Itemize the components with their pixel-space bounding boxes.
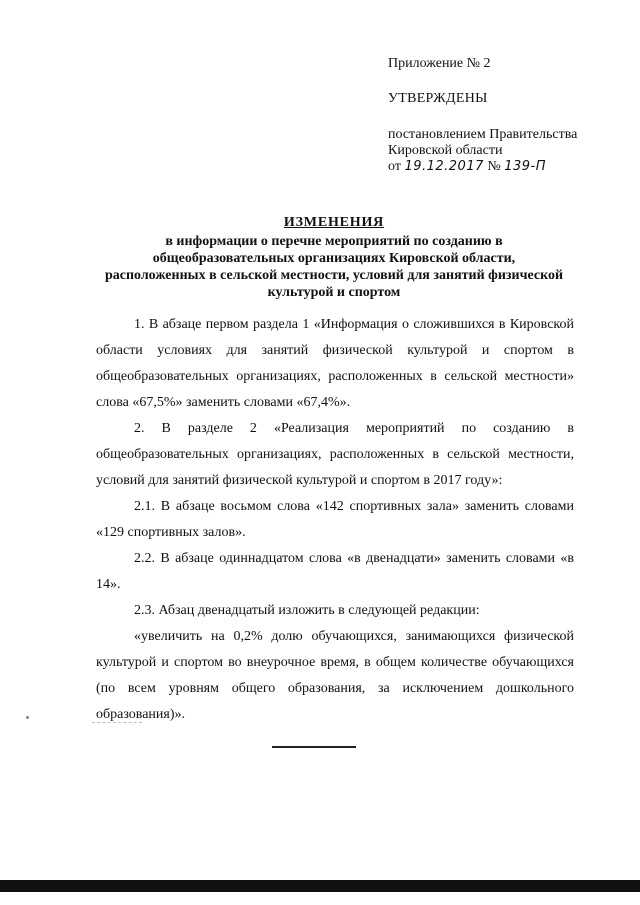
paragraph-1: 1. В абзаце первом раздела 1 «Информация о сложившихся в Кировской области условиях для занятий физической культурой и спортом в общеобразовательных организациях, расположенных в сельской местности» слова «67,5%» заменить словами «67,4%». (96, 317, 574, 410)
title-line-2: общеобразовательных организациях Кировской области, (152, 251, 516, 266)
title-line-3: расположенных в сельской местности, условий для занятий физической (104, 268, 564, 283)
paragraph-2-2: 2.2. В абзаце одиннадцатом слова «в двенадцати» заменить словами «в 14». (96, 551, 574, 592)
document-title-block (90, 214, 578, 301)
end-divider-line (272, 746, 356, 748)
handwritten-number: 139-П (504, 159, 547, 174)
approval-block (388, 56, 628, 175)
number-prefix: № (487, 159, 501, 174)
title-line-1: в информации о перечне мероприятий по созданию в (165, 234, 503, 249)
title-line-4: культурой и спортом (267, 285, 401, 300)
paragraph-2: 2. В разделе 2 «Реализация мероприятий по созданию в общеобразовательных организациях, расположенных в сельской местности, условий для занятий физической культурой и спортом в 2017 году»: (96, 421, 574, 488)
document-body (96, 312, 574, 728)
appendix-number: Приложение № 2 (388, 56, 491, 71)
paragraph-quote: «увеличить на 0,2% долю обучающихся, занимающихся физической культурой и спортом во внеурочное время, в общем количестве обучающихся (по всем уровням общего образования, за исключением дошкольного образования)». (96, 629, 574, 722)
approved-heading: УТВЕРЖДЕНЫ (388, 91, 488, 106)
paragraph-2-3: 2.3. Абзац двенадцатый изложить в следующей редакции: (134, 603, 480, 618)
paragraph-2-1: 2.1. В абзаце восьмом слова «142 спортивных зала» заменить словами «129 спортивных залов». (96, 499, 574, 540)
decree-line-1: постановлением Правительства (388, 127, 578, 142)
date-prefix: от (388, 159, 401, 174)
decree-line-2: Кировской области (388, 143, 503, 158)
decree-date-line (388, 159, 628, 175)
handwritten-date: 19.12.2017 (404, 159, 484, 174)
scan-bottom-edge (0, 880, 640, 892)
scan-artifact-dot (26, 716, 29, 719)
scan-artifact-dash (92, 722, 142, 723)
document-title: ИЗМЕНЕНИЯ (283, 215, 385, 230)
